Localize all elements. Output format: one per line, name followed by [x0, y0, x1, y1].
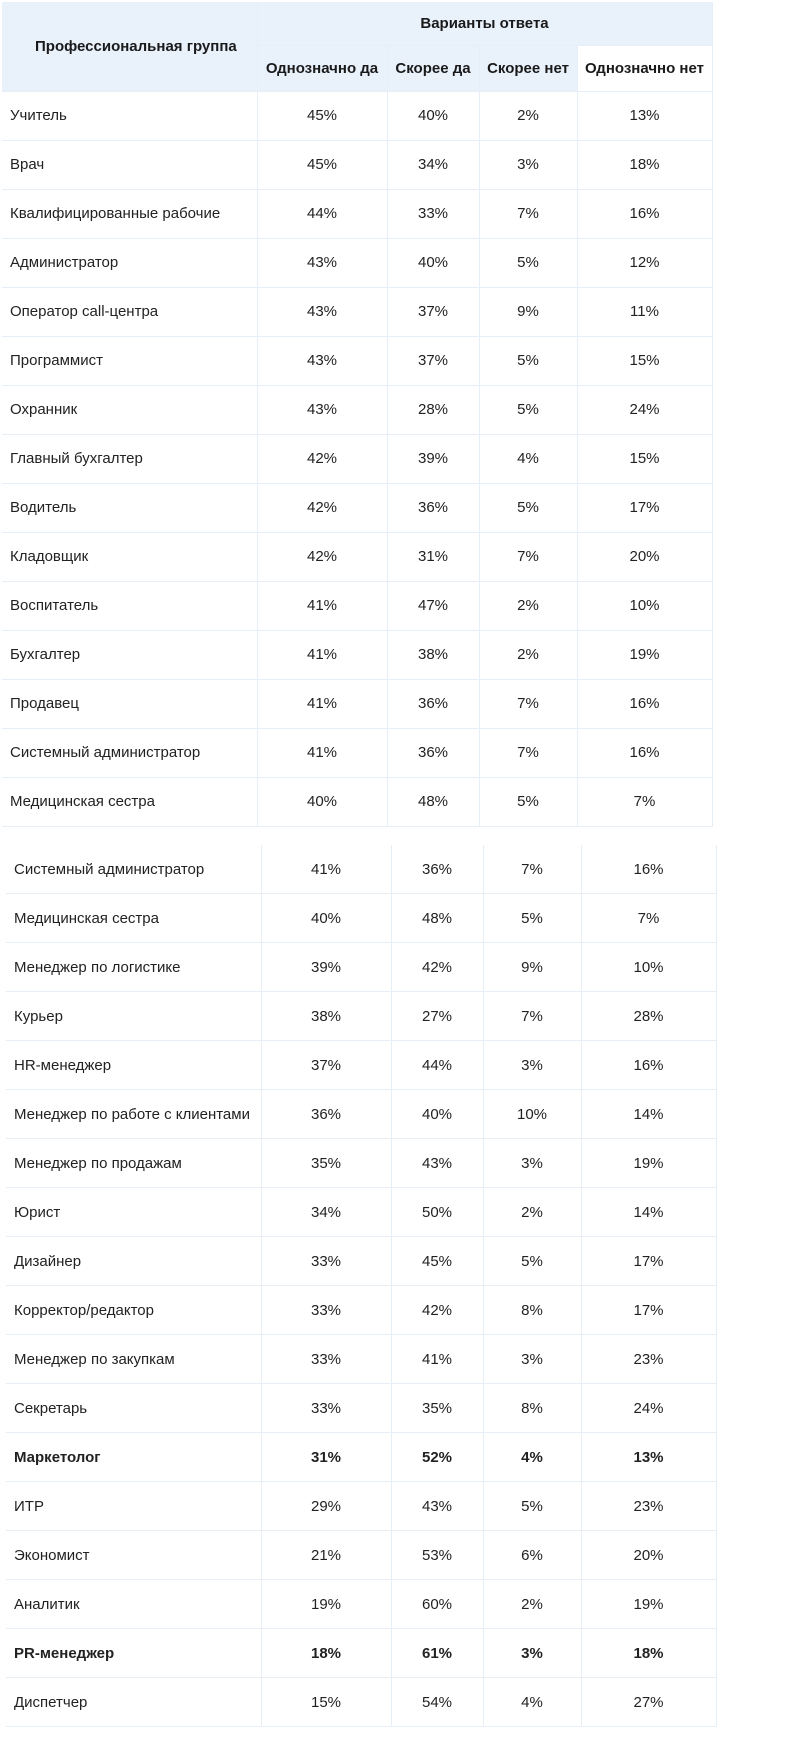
- row-value-2: 7%: [483, 845, 581, 894]
- row-value-0: 41%: [257, 581, 387, 630]
- row-value-1: 60%: [391, 1580, 483, 1629]
- col-rather-yes: Скорее да: [387, 45, 479, 91]
- row-profession-name: Менеджер по продажам: [6, 1139, 261, 1188]
- row-value-3: 18%: [577, 140, 712, 189]
- row-value-2: 3%: [483, 1041, 581, 1090]
- row-value-0: 40%: [261, 894, 391, 943]
- row-value-2: 5%: [483, 1482, 581, 1531]
- row-value-3: 11%: [577, 287, 712, 336]
- row-value-0: 42%: [257, 532, 387, 581]
- row-value-1: 48%: [391, 894, 483, 943]
- row-value-0: 39%: [261, 943, 391, 992]
- row-value-0: 41%: [257, 728, 387, 777]
- row-value-3: 19%: [581, 1580, 716, 1629]
- row-value-3: 17%: [577, 483, 712, 532]
- table-row: [6, 1335, 716, 1384]
- row-profession-name: Охранник: [2, 385, 257, 434]
- table-row: [2, 91, 712, 140]
- row-value-3: 16%: [577, 189, 712, 238]
- row-value-2: 2%: [483, 1188, 581, 1237]
- row-profession-name: Диспетчер: [6, 1678, 261, 1727]
- row-value-0: 41%: [261, 845, 391, 894]
- row-value-0: 21%: [261, 1531, 391, 1580]
- row-value-1: 39%: [387, 434, 479, 483]
- row-value-0: 18%: [261, 1629, 391, 1678]
- row-value-1: 27%: [391, 992, 483, 1041]
- row-value-3: 14%: [581, 1090, 716, 1139]
- row-profession-name: Менеджер по работе с клиентами: [6, 1090, 261, 1139]
- row-value-2: 5%: [483, 1237, 581, 1286]
- table-row: [6, 1531, 716, 1580]
- row-value-3: 20%: [581, 1531, 716, 1580]
- table-row: [6, 1286, 716, 1335]
- row-value-0: 43%: [257, 385, 387, 434]
- row-value-3: 28%: [581, 992, 716, 1041]
- row-value-3: 13%: [581, 1433, 716, 1482]
- table-row: [2, 728, 712, 777]
- survey-table-bottom: [6, 845, 717, 1727]
- row-value-3: 23%: [581, 1482, 716, 1531]
- col-definitely-yes: Однозначно да: [257, 45, 387, 91]
- row-profession-name: Оператор call-центра: [2, 287, 257, 336]
- row-profession-name: Главный бухгалтер: [2, 434, 257, 483]
- table-row: [2, 777, 712, 826]
- table-row: [6, 1090, 716, 1139]
- row-value-0: 43%: [257, 238, 387, 287]
- row-value-0: 19%: [261, 1580, 391, 1629]
- row-value-0: 43%: [257, 336, 387, 385]
- row-profession-name: Маркетолог: [6, 1433, 261, 1482]
- row-value-2: 2%: [479, 630, 577, 679]
- row-profession-name: Медицинская сестра: [6, 894, 261, 943]
- row-profession-name: ИТР: [6, 1482, 261, 1531]
- row-value-1: 53%: [391, 1531, 483, 1580]
- row-profession-name: Корректор/редактор: [6, 1286, 261, 1335]
- table-row: [6, 1629, 716, 1678]
- row-profession-name: Воспитатель: [2, 581, 257, 630]
- row-value-2: 9%: [483, 943, 581, 992]
- row-value-3: 7%: [577, 777, 712, 826]
- row-value-1: 35%: [391, 1384, 483, 1433]
- row-value-3: 13%: [577, 91, 712, 140]
- row-value-3: 10%: [581, 943, 716, 992]
- row-value-3: 10%: [577, 581, 712, 630]
- table-row: [2, 483, 712, 532]
- row-value-3: 16%: [577, 679, 712, 728]
- table-row: [6, 1237, 716, 1286]
- table-row: [2, 679, 712, 728]
- row-value-2: 5%: [479, 385, 577, 434]
- row-value-0: 34%: [261, 1188, 391, 1237]
- row-value-1: 33%: [387, 189, 479, 238]
- row-profession-name: Экономист: [6, 1531, 261, 1580]
- row-value-0: 33%: [261, 1384, 391, 1433]
- row-value-3: 16%: [581, 1041, 716, 1090]
- header-professional-group: Профессиональная группа: [2, 2, 257, 91]
- row-value-0: 31%: [261, 1433, 391, 1482]
- table-row: [6, 1482, 716, 1531]
- row-value-1: 31%: [387, 532, 479, 581]
- table-row: [2, 238, 712, 287]
- row-value-3: 23%: [581, 1335, 716, 1384]
- row-value-0: 45%: [257, 140, 387, 189]
- row-value-2: 7%: [483, 992, 581, 1041]
- row-value-0: 44%: [257, 189, 387, 238]
- row-profession-name: Врач: [2, 140, 257, 189]
- row-value-0: 35%: [261, 1139, 391, 1188]
- row-value-2: 3%: [479, 140, 577, 189]
- row-value-2: 7%: [479, 532, 577, 581]
- row-value-2: 4%: [483, 1433, 581, 1482]
- row-profession-name: Кладовщик: [2, 532, 257, 581]
- row-value-0: 33%: [261, 1286, 391, 1335]
- row-value-1: 43%: [391, 1139, 483, 1188]
- table-row: [6, 894, 716, 943]
- row-value-1: 44%: [391, 1041, 483, 1090]
- row-value-1: 42%: [391, 943, 483, 992]
- table-row: [6, 943, 716, 992]
- row-value-3: 24%: [581, 1384, 716, 1433]
- row-value-3: 20%: [577, 532, 712, 581]
- row-value-0: 42%: [257, 434, 387, 483]
- row-value-1: 40%: [387, 91, 479, 140]
- row-value-2: 8%: [483, 1286, 581, 1335]
- row-value-1: 48%: [387, 777, 479, 826]
- row-value-3: 19%: [581, 1139, 716, 1188]
- row-value-1: 45%: [391, 1237, 483, 1286]
- row-value-2: 3%: [483, 1629, 581, 1678]
- row-profession-name: Менеджер по логистике: [6, 943, 261, 992]
- row-value-1: 34%: [387, 140, 479, 189]
- row-value-2: 8%: [483, 1384, 581, 1433]
- row-value-2: 7%: [479, 679, 577, 728]
- row-profession-name: HR-менеджер: [6, 1041, 261, 1090]
- row-value-1: 37%: [387, 287, 479, 336]
- row-value-1: 37%: [387, 336, 479, 385]
- row-value-0: 15%: [261, 1678, 391, 1727]
- row-value-0: 40%: [257, 777, 387, 826]
- row-value-1: 40%: [387, 238, 479, 287]
- row-profession-name: PR-менеджер: [6, 1629, 261, 1678]
- row-profession-name: Водитель: [2, 483, 257, 532]
- table-body-top: [2, 91, 712, 826]
- row-value-3: 17%: [581, 1286, 716, 1335]
- survey-table-top: [2, 2, 713, 827]
- row-value-0: 37%: [261, 1041, 391, 1090]
- row-value-2: 5%: [479, 483, 577, 532]
- row-profession-name: Менеджер по закупкам: [6, 1335, 261, 1384]
- row-value-2: 4%: [483, 1678, 581, 1727]
- row-value-0: 38%: [261, 992, 391, 1041]
- row-value-0: 41%: [257, 679, 387, 728]
- table-row: [2, 189, 712, 238]
- row-value-2: 7%: [479, 189, 577, 238]
- row-value-3: 27%: [581, 1678, 716, 1727]
- table-row: [2, 434, 712, 483]
- row-profession-name: Дизайнер: [6, 1237, 261, 1286]
- row-value-3: 15%: [577, 336, 712, 385]
- row-value-3: 7%: [581, 894, 716, 943]
- row-value-3: 16%: [577, 728, 712, 777]
- header-answer-options: Варианты ответа: [257, 2, 712, 45]
- table-row: [2, 581, 712, 630]
- row-profession-name: Системный администратор: [6, 845, 261, 894]
- row-value-2: 4%: [479, 434, 577, 483]
- row-value-0: 43%: [257, 287, 387, 336]
- row-value-0: 41%: [257, 630, 387, 679]
- row-value-1: 36%: [387, 679, 479, 728]
- row-value-3: 12%: [577, 238, 712, 287]
- table-row: [6, 1384, 716, 1433]
- table-row: [2, 385, 712, 434]
- row-value-2: 5%: [479, 238, 577, 287]
- table-row: [6, 1139, 716, 1188]
- table-row: [2, 287, 712, 336]
- row-value-0: 33%: [261, 1335, 391, 1384]
- row-value-1: 54%: [391, 1678, 483, 1727]
- row-value-1: 47%: [387, 581, 479, 630]
- row-profession-name: Администратор: [2, 238, 257, 287]
- row-value-3: 18%: [581, 1629, 716, 1678]
- row-value-1: 36%: [387, 483, 479, 532]
- row-value-1: 50%: [391, 1188, 483, 1237]
- row-profession-name: Аналитик: [6, 1580, 261, 1629]
- row-value-2: 2%: [483, 1580, 581, 1629]
- row-value-1: 41%: [391, 1335, 483, 1384]
- row-value-2: 3%: [483, 1139, 581, 1188]
- row-profession-name: Курьер: [6, 992, 261, 1041]
- row-value-1: 42%: [391, 1286, 483, 1335]
- row-value-0: 45%: [257, 91, 387, 140]
- row-value-3: 15%: [577, 434, 712, 483]
- table-row: [6, 1678, 716, 1727]
- row-profession-name: Юрист: [6, 1188, 261, 1237]
- row-profession-name: Квалифицированные рабочие: [2, 189, 257, 238]
- table-row: [2, 630, 712, 679]
- table-row: [6, 1580, 716, 1629]
- col-definitely-no: Однозначно нет: [577, 45, 712, 91]
- row-value-2: 9%: [479, 287, 577, 336]
- row-profession-name: Системный администратор: [2, 728, 257, 777]
- row-profession-name: Секретарь: [6, 1384, 261, 1433]
- row-value-2: 5%: [479, 777, 577, 826]
- row-value-3: 14%: [581, 1188, 716, 1237]
- row-value-2: 10%: [483, 1090, 581, 1139]
- table-row: [6, 845, 716, 894]
- row-value-1: 52%: [391, 1433, 483, 1482]
- row-value-2: 6%: [483, 1531, 581, 1580]
- row-profession-name: Учитель: [2, 91, 257, 140]
- row-value-2: 2%: [479, 91, 577, 140]
- row-value-1: 61%: [391, 1629, 483, 1678]
- row-value-0: 36%: [261, 1090, 391, 1139]
- row-value-2: 5%: [479, 336, 577, 385]
- row-value-3: 17%: [581, 1237, 716, 1286]
- row-value-2: 5%: [483, 894, 581, 943]
- table-row: [6, 1041, 716, 1090]
- table-row: [2, 532, 712, 581]
- table-row: [6, 1433, 716, 1482]
- row-value-0: 33%: [261, 1237, 391, 1286]
- table-row: [6, 1188, 716, 1237]
- table-row: [6, 992, 716, 1041]
- row-value-0: 42%: [257, 483, 387, 532]
- row-profession-name: Программист: [2, 336, 257, 385]
- row-value-3: 19%: [577, 630, 712, 679]
- row-value-0: 29%: [261, 1482, 391, 1531]
- row-value-2: 3%: [483, 1335, 581, 1384]
- table-row: [2, 140, 712, 189]
- row-value-3: 24%: [577, 385, 712, 434]
- row-profession-name: Медицинская сестра: [2, 777, 257, 826]
- row-value-1: 36%: [387, 728, 479, 777]
- table-row: [2, 336, 712, 385]
- row-profession-name: Бухгалтер: [2, 630, 257, 679]
- row-value-1: 28%: [387, 385, 479, 434]
- row-profession-name: Продавец: [2, 679, 257, 728]
- table-body-bottom: [6, 845, 716, 1727]
- row-value-1: 36%: [391, 845, 483, 894]
- row-value-2: 7%: [479, 728, 577, 777]
- row-value-1: 38%: [387, 630, 479, 679]
- row-value-2: 2%: [479, 581, 577, 630]
- row-value-1: 43%: [391, 1482, 483, 1531]
- row-value-3: 16%: [581, 845, 716, 894]
- row-value-1: 40%: [391, 1090, 483, 1139]
- col-rather-no: Скорее нет: [479, 45, 577, 91]
